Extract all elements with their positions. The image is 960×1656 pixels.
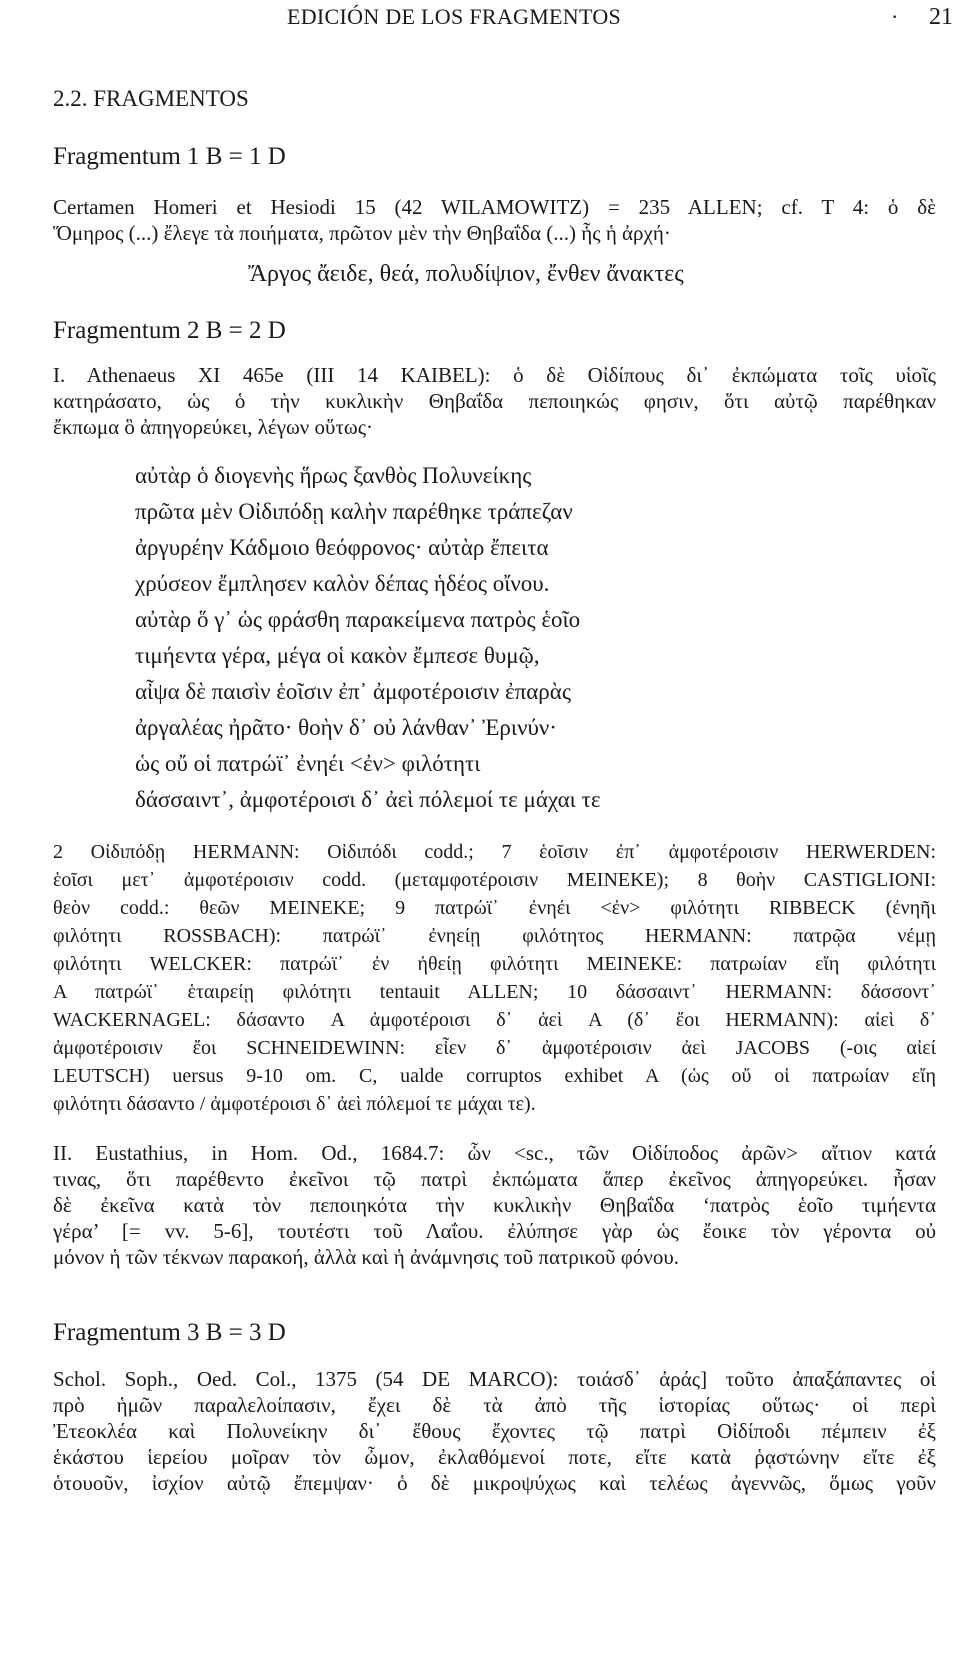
fragment-3-line: Schol. Soph., Oed. Col., 1375 (54 DE MARCO): τοιάσδ᾽ ἀράς] τοῦτο ἀπαξάπαντες οἱ	[53, 1367, 936, 1391]
fragment-3-line: πρὸ ἡμῶν παραλελοίπασιν, ἔχει δὲ τὰ ἀπὸ τῆς ἱστορίας οὕτως· οἱ περὶ	[53, 1393, 936, 1417]
verse-line: ὡς οὔ οἱ πατρώϊ᾽ ἐνηέι <ἐν> φιλότητι	[135, 751, 481, 776]
verse-line: χρύσεον ἔμπλησεν καλὸν δέπας ἡδέος οἴνου.	[135, 571, 550, 596]
eustathius-line: δὲ ἐκεῖνα κατὰ τὸν πεποιηκότα τὴν κυκλικὴν Θηβαΐδα ‘πατρὸς ἑοῖο τιμήεντα	[53, 1193, 936, 1217]
apparatus-line: ἑοῖσι μετ᾽ ἀμφοτέροισιν codd. (μεταμφοτέροισιν MEINEKE); 8 θοὴν CASTIGLIONI:	[53, 869, 936, 891]
fragment-2-intro-line: I. Athenaeus XI 465e (III 14 KAIBEL): ὁ δὲ Οἰδίπους δι᾽ ἐκπώματα τοῖς υἱοῖς	[53, 363, 936, 387]
apparatus-line: φιλότητι δάσαντο / ἀμφοτέροισι δ᾽ ἀεὶ πόλεμοί τε μάχαι τε).	[53, 1093, 536, 1115]
section-title: 2.2. FRAGMENTOS	[53, 86, 249, 111]
fragment-2-intro-line: ἔκπωμα ὃ ἀπηγορεύκει, λέγων οὕτως·	[53, 415, 374, 439]
verse-line: αὐτὰρ ὅ γ᾽ ὡς φράσθη παρακείμενα πατρὸς ἑοῖο	[135, 607, 581, 632]
verse-line: πρῶτα μὲν Οἰδιπόδῃ καλὴν παρέθηκε τράπεζαν	[135, 499, 573, 524]
spacer	[53, 1118, 936, 1140]
fragment-3-title: Fragmentum 3 B = 3 D	[53, 1319, 286, 1346]
fragment-3-line: ὁτουοῦν, ἰσχίον αὐτῷ ἔπεμψαν· ὁ δὲ μικροψύχως καὶ τελέως ἀγεννῶς, ὅμως γοῦν	[53, 1471, 936, 1495]
fragment-3-line: Ἐτεοκλέα καὶ Πολυνείκην δι᾽ ἔθους ἔχοντες τῷ πατρὶ Οἰδίποδι πέμπειν ἐξ	[53, 1419, 936, 1443]
verse-line: ἀργυρέην Κάδμοιο θεόφρονος· αὐτὰρ ἔπειτα	[135, 535, 549, 560]
apparatus-line: ἀμφοτέροισιν ἔοι SCHNEIDEWINN: εἶεν δ᾽ ἀμφοτέροισιν ἀεὶ JACOBS (-οις αἰεί	[53, 1037, 936, 1059]
fragment-2-title: Fragmentum 2 B = 2 D	[53, 317, 286, 344]
verse-line: δάσσαιντ᾽, ἀμφοτέροισι δ᾽ ἀεὶ πόλεμοί τε μάχαι τε	[135, 787, 601, 812]
critical-apparatus	[53, 838, 936, 1118]
eustathius-line: γέρα’ [= vv. 5-6], τουτέστι τοῦ Λαΐου. ἐλύπησε γὰρ ὡς ἔοικε τὸν γέροντα οὐ	[53, 1219, 936, 1243]
verse-line: τιμήεντα γέρα, μέγα οἱ κακὸν ἔμπεσε θυμῷ,	[135, 643, 540, 668]
eustathius-line: μόνον ἡ τῶν τέκνων παρακοή, ἀλλὰ καὶ ἡ ἀνάμνησις τοῦ πατρικοῦ φόνου.	[53, 1245, 680, 1269]
fragment-2-part-2	[53, 1140, 936, 1270]
apparatus-line: φιλότητι ROSSBACH): πατρώϊ᾽ ἐνηείῃ φιλότητος HERMANN: πατρῷα νέμῃ	[53, 925, 936, 947]
verse-line: αἶψα δὲ παισὶν ἑοῖσιν ἐπ᾽ ἀμφοτέροισιν ἐπαρὰς	[135, 679, 571, 704]
fragment-2-verse-block	[53, 458, 936, 818]
apparatus-line: 2 Οἰδιπόδῃ HERMANN: Οἰδιπόδι codd.; 7 ἑοῖσιν ἐπ᾽ ἀμφοτέροισιν HERWERDEN:	[53, 841, 936, 863]
apparatus-line: φιλότητι WELCKER: πατρώϊ᾽ ἐν ἠθείῃ φιλότητι MEINEKE: πατρωίαν εἴη φιλότητι	[53, 953, 936, 975]
eustathius-line: τινας, ὅτι παρέθεντο ἐκεῖνοι τῷ πατρὶ ἐκπώματα ἅπερ ἐκεῖνος ἀπηγορεύκει. ἦσαν	[53, 1167, 936, 1191]
verse-line: αὐτὰρ ὁ διογενὴς ἥρως ξανθὸς Πολυνείκης	[135, 463, 532, 488]
fragment-3-line: ἑκάστου ἱερείου μοῖραν τὸν ὦμον, ἐκλαθόμενοί ποτε, εἴτε κατὰ ῥᾳστώνην εἴτε ἐξ	[53, 1445, 936, 1469]
page-content	[53, 82, 936, 1496]
eustathius-line: II. Eustathius, in Hom. Od., 1684.7: ὧν <sc., τῶν Οἰδίποδος ἀρῶν> αἴτιον κατά	[53, 1141, 936, 1165]
fragment-1-intro-line: Certamen Homeri et Hesiodi 15 (42 WILAMOWITZ) = 235 ALLEN; cf. T 4: ὁ δὲ	[53, 195, 936, 219]
apparatus-line: θεὸν codd.: θεῶν MEINEKE; 9 πατρώϊ᾽ ἐνηέι <ἐν> φιλότητι RIBBECK (ἐνηῆι	[53, 897, 936, 919]
fragment-1-verse: Ἄργος ἄειδε, θεά, πολυδίψιον, ἔνθεν ἄνακτες	[248, 261, 684, 287]
fragment-2-intro-line: κατηράσατο, ὡς ὁ τὴν κυκλικὴν Θηβαΐδα πεποιηκώς φησιν, ὅτι αὐτῷ παρέθηκαν	[53, 389, 936, 413]
header-separator: ·	[891, 4, 899, 29]
apparatus-line: LEUTSCH) uersus 9-10 om. C, ualde corruptos exhibet A (ὡς οὔ οἱ πατρωίαν εἴη	[53, 1065, 936, 1087]
fragment-1-intro-line: Ὅμηρος (...) ἔλεγε τὰ ποιήματα, πρῶτον μὲν τὴν Θηβαΐδα (...) ἧς ἡ ἀρχή·	[53, 221, 671, 245]
apparatus-line: WACKERNAGEL: δάσαντο A ἀμφοτέροισι δ᾽ ἀεὶ A (δ᾽ ἔοι HERMANN): αἰεὶ δ᾽	[53, 1009, 936, 1031]
running-head: EDICIÓN DE LOS FRAGMENTOS	[287, 4, 622, 29]
verse-line: ἀργαλέας ἠρᾶτο· θοὴν δ᾽ οὐ λάνθαν᾽ Ἐρινύν·	[135, 715, 557, 740]
page-header	[0, 2, 960, 34]
apparatus-line: A πατρώϊ᾽ ἑταιρείῃ φιλότητι tentauit ALLEN; 10 δάσσαιντ᾽ HERMANN: δάσσοντ᾽	[53, 981, 936, 1003]
fragment-1-title: Fragmentum 1 B = 1 D	[53, 143, 286, 170]
page-number: 21	[929, 4, 953, 30]
